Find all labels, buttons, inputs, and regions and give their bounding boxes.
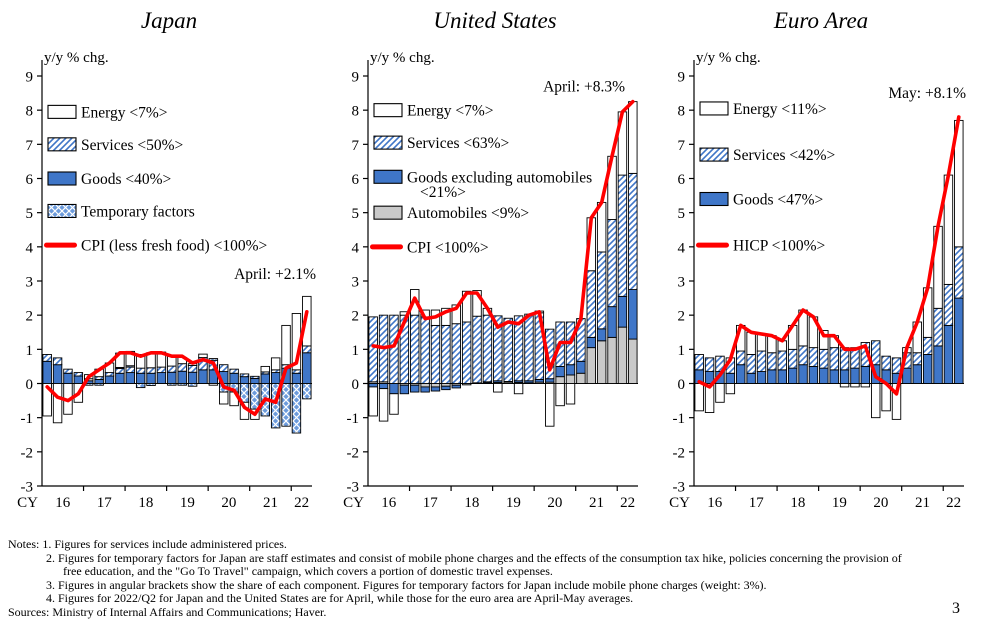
svg-text:6: 6	[25, 172, 33, 188]
svg-text:19: 19	[179, 495, 195, 511]
svg-text:7: 7	[677, 137, 685, 154]
svg-text:Goods <40%>: Goods <40%>	[81, 171, 172, 188]
svg-text:3: 3	[351, 274, 359, 291]
svg-text:8: 8	[25, 103, 33, 120]
note-line: Notes: 1. Figures for services include administered prices.	[8, 537, 287, 551]
note-line: 2. Figures for temporary factors for Japan are staff estimates and consist of mobile phone charges and the effects of the consumption tax hike, policies concerning the provision of	[46, 550, 902, 565]
svg-text:Services <42%>: Services <42%>	[733, 147, 836, 165]
svg-text:17: 17	[748, 495, 764, 511]
legend-swatch	[374, 104, 402, 117]
svg-text:20: 20	[221, 495, 237, 511]
latest-value-annotation	[543, 78, 625, 95]
svg-text:21: 21	[262, 495, 278, 511]
svg-text:y/y % chg.: y/y % chg.	[44, 50, 109, 66]
svg-text:-3: -3	[346, 479, 359, 496]
svg-text:21: 21	[588, 495, 604, 511]
legend-swatch	[700, 148, 728, 161]
euro-area-chart	[658, 36, 984, 512]
stacked-bars	[43, 296, 311, 433]
svg-text:-1: -1	[20, 411, 33, 428]
svg-text:6: 6	[351, 172, 359, 188]
svg-text:y/y % chg.: y/y % chg.	[696, 50, 761, 66]
svg-text:19: 19	[505, 495, 521, 511]
svg-text:CPI <100%>: CPI <100%>	[407, 239, 489, 257]
panel-japan	[6, 2, 332, 512]
svg-text:2: 2	[351, 308, 359, 325]
svg-text:0: 0	[677, 377, 685, 393]
svg-text:4: 4	[351, 240, 359, 257]
svg-text:5: 5	[677, 206, 685, 223]
svg-text:0: 0	[25, 377, 33, 393]
panel-united-states	[332, 2, 658, 512]
svg-text:Energy <7%>: Energy <7%>	[81, 104, 168, 122]
svg-text:1: 1	[351, 342, 359, 359]
latest-value-annotation	[888, 85, 966, 102]
svg-text:20: 20	[873, 495, 889, 511]
legend	[44, 104, 267, 254]
svg-text:21: 21	[914, 495, 930, 511]
svg-text:16: 16	[707, 495, 723, 511]
svg-text:19: 19	[831, 495, 847, 511]
svg-text:6: 6	[677, 172, 685, 188]
legend-swatch	[374, 136, 402, 149]
panel-euro-area	[658, 2, 984, 512]
svg-text:Automobiles <9%>: Automobiles <9%>	[407, 205, 530, 223]
svg-text:4: 4	[677, 240, 685, 257]
legend-swatch	[374, 206, 402, 219]
svg-text:16: 16	[381, 495, 397, 511]
svg-text:9: 9	[677, 69, 685, 86]
svg-text:9: 9	[25, 69, 33, 86]
svg-text:CY: CY	[669, 495, 690, 511]
svg-text:April: +8.3%: April: +8.3%	[543, 78, 625, 96]
note-line: Sources: Ministry of Internal Affairs and Communications; Haver.	[8, 604, 327, 619]
svg-text:<21%>: <21%>	[420, 183, 466, 201]
legend-swatch	[700, 102, 728, 115]
svg-text:5: 5	[351, 206, 359, 223]
svg-text:Temporary factors: Temporary factors	[81, 203, 195, 221]
japan-chart	[6, 36, 332, 512]
svg-text:2: 2	[25, 308, 33, 325]
cpi-line	[47, 312, 307, 415]
svg-text:Energy <11%>: Energy <11%>	[733, 100, 827, 118]
svg-text:Goods <47%>: Goods <47%>	[733, 191, 824, 209]
svg-text:2: 2	[677, 308, 685, 325]
svg-text:18: 18	[790, 495, 806, 511]
svg-text:-2: -2	[20, 445, 33, 462]
svg-text:-1: -1	[346, 411, 359, 428]
svg-text:HICP <100%>: HICP <100%>	[733, 237, 826, 255]
axes	[669, 60, 964, 511]
svg-text:22: 22	[946, 495, 962, 511]
legend-swatch	[374, 170, 402, 183]
svg-text:7: 7	[25, 137, 33, 154]
svg-text:0: 0	[351, 377, 359, 393]
svg-text:April: +2.1%: April: +2.1%	[234, 266, 316, 284]
legend-swatch	[48, 138, 76, 151]
svg-text:18: 18	[464, 495, 480, 511]
legend-line-swatch	[44, 243, 77, 248]
svg-text:22: 22	[294, 495, 310, 511]
svg-text:-3: -3	[20, 479, 33, 496]
stacked-bars	[695, 120, 963, 419]
svg-text:-1: -1	[672, 411, 685, 428]
chart-title-japan: Japan	[140, 8, 198, 33]
note-line: 4. Figures for 2022/Q2 for Japan and the United States are for April, while those for the euro area are April-May averages.	[46, 591, 634, 606]
svg-text:18: 18	[138, 495, 154, 511]
svg-text:7: 7	[351, 137, 359, 154]
legend	[370, 103, 592, 257]
svg-text:5: 5	[25, 206, 33, 223]
svg-text:Services <63%>: Services <63%>	[407, 135, 510, 153]
svg-text:8: 8	[351, 103, 359, 120]
svg-text:4: 4	[25, 240, 33, 257]
legend-swatch	[48, 105, 76, 118]
legend-swatch	[48, 172, 76, 185]
svg-text:CY: CY	[17, 495, 38, 511]
svg-text:20: 20	[547, 495, 563, 511]
axes	[17, 60, 312, 511]
chart-title-euro-area: Euro Area	[773, 8, 869, 33]
svg-text:-2: -2	[346, 445, 359, 462]
svg-text:9: 9	[351, 69, 359, 86]
notes	[8, 538, 992, 620]
legend-line-swatch	[370, 244, 403, 249]
chart-title-united-states: United States	[433, 8, 557, 33]
svg-text:22: 22	[620, 495, 636, 511]
svg-text:-2: -2	[672, 445, 685, 462]
svg-text:8: 8	[677, 103, 685, 120]
svg-text:Energy <7%>: Energy <7%>	[407, 102, 494, 120]
svg-text:1: 1	[25, 342, 33, 359]
svg-text:3: 3	[677, 274, 685, 291]
page-number: 3	[952, 600, 960, 617]
svg-text:y/y % chg.: y/y % chg.	[370, 50, 435, 66]
note-line: 3. Figures in angular brackets show the share of each component. Figures for temporary factors for Japan include mobile phone charges (weight: 3%).	[46, 577, 767, 592]
svg-text:3: 3	[25, 274, 33, 291]
svg-text:17: 17	[96, 495, 112, 511]
svg-text:-3: -3	[672, 479, 685, 496]
svg-text:May: +8.1%: May: +8.1%	[888, 85, 966, 103]
svg-text:Services <50%>: Services <50%>	[81, 136, 184, 154]
svg-text:Goods excluding automobiles: Goods excluding automobiles	[407, 169, 593, 187]
svg-text:CPI (less fresh food) <100%>: CPI (less fresh food) <100%>	[81, 237, 268, 255]
united-states-chart	[332, 36, 658, 512]
svg-text:1: 1	[677, 342, 685, 359]
latest-value-annotation	[234, 266, 316, 283]
svg-text:16: 16	[55, 495, 71, 511]
note-line: free education, and the "Go To Travel" campaign, which covers a portion of domestic travel expenses.	[63, 564, 553, 579]
legend	[696, 101, 835, 255]
svg-text:CY: CY	[343, 495, 364, 511]
legend-line-swatch	[696, 243, 729, 248]
legend-swatch	[48, 204, 76, 217]
legend-swatch	[700, 193, 728, 206]
svg-text:17: 17	[422, 495, 438, 511]
